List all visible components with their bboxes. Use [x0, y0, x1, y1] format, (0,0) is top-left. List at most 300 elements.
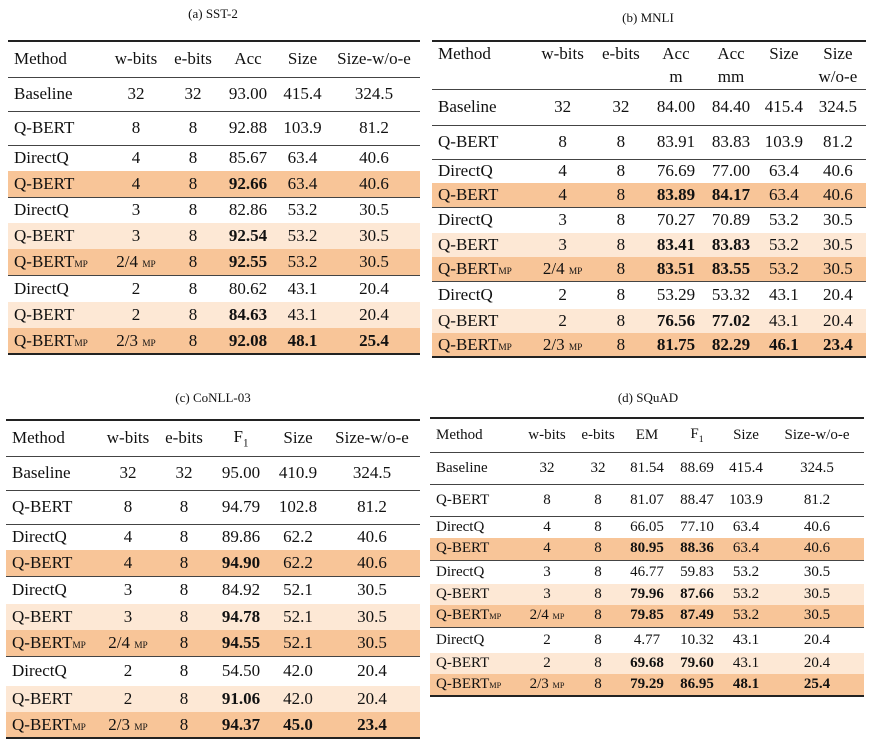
cell: Q-BERT [6, 550, 98, 576]
cell-bold: 82.29 [711, 334, 751, 354]
cell: Q-BERT [438, 258, 499, 278]
cell: 53.29 [656, 285, 696, 305]
cell: 43.1 [732, 631, 760, 648]
cell: 43.1 [758, 309, 810, 333]
cell: 4 [123, 527, 133, 547]
cell: 83.91 [656, 132, 696, 151]
cell-bold: 79.96 [630, 586, 664, 602]
cell: Q-BERT [432, 233, 531, 257]
cell: 8 [167, 302, 219, 328]
cell: 77.00 [711, 161, 751, 181]
cell-bold: 79.29 [630, 676, 664, 692]
header-row-2 [432, 65, 866, 89]
cell: 20.4 [357, 661, 387, 681]
table-row [432, 309, 866, 333]
cell: 8 [131, 118, 141, 137]
cell: 20.4 [810, 309, 866, 333]
table-row [432, 257, 866, 281]
cell: 53.2 [769, 210, 799, 230]
cell: 42.0 [272, 686, 324, 712]
table-row [432, 125, 866, 159]
header-cell: e-bits [602, 43, 640, 63]
cell-bold: 25.4 [359, 330, 389, 350]
cell-bold: 92.08 [228, 330, 268, 350]
cell: 81.2 [823, 132, 853, 151]
cell: 32 [590, 459, 606, 476]
cell: 8 [167, 249, 219, 275]
cell: 8 [158, 550, 210, 576]
caption-squad: (d) SQuAD [617, 390, 679, 405]
header-cell: Acc [662, 43, 690, 63]
cell: 8 [158, 686, 210, 712]
cell: DirectQ [14, 278, 69, 298]
mp-suffix: MP [74, 259, 88, 270]
cell: Q-BERT [430, 584, 520, 605]
cell: 88.69 [680, 459, 714, 476]
cell: 32 [539, 459, 555, 476]
cell: Baseline [14, 84, 73, 103]
cell: 8 [188, 200, 198, 220]
header-cell: w/o-e [818, 66, 858, 86]
cell: 94.79 [221, 497, 261, 516]
cell: 40.6 [810, 183, 866, 207]
cell-bold: 94.90 [221, 552, 261, 572]
cell: 53.2 [758, 233, 810, 257]
cell: 2/4 [108, 632, 130, 652]
header-row [6, 420, 420, 456]
mp-suffix: MP [568, 342, 583, 353]
header-cell: Size [823, 43, 853, 63]
header-cell: F [233, 427, 243, 447]
cell-bold: 94.78 [221, 607, 261, 626]
cell: 8 [616, 161, 626, 181]
cell: 8 [574, 538, 622, 560]
cell: 80.62 [228, 278, 268, 298]
cell: 53.2 [277, 223, 328, 249]
header-cell: Method [436, 426, 483, 443]
cell: 2/3 [116, 330, 138, 350]
cell-bold: 83.55 [711, 258, 751, 278]
cell: 3 [131, 200, 141, 220]
cell: 84.92 [221, 580, 261, 600]
table-row [6, 686, 420, 712]
cell: 20.4 [328, 302, 420, 328]
cell: Q-BERT [8, 171, 105, 197]
cell-bold: 83.89 [656, 184, 696, 204]
table-row [6, 712, 420, 738]
table-row [430, 674, 864, 696]
cell: 8 [188, 278, 198, 298]
cell: Q-BERT [6, 686, 98, 712]
table-row [430, 605, 864, 627]
cell: 3 [98, 604, 158, 630]
cell-bold: 83.51 [656, 258, 696, 278]
table-row [432, 159, 866, 183]
cell: 3 [543, 563, 551, 580]
mp-suffix: MP [568, 266, 583, 277]
cell: 2/4 [542, 258, 565, 278]
header-cell: w-bits [106, 428, 150, 448]
cell: 63.4 [287, 148, 318, 168]
cell: Baseline [12, 463, 71, 482]
cell: 53.2 [758, 257, 810, 281]
cell: 8 [543, 491, 551, 508]
cell-bold: 84.17 [711, 184, 751, 204]
cell-bold: 48.1 [732, 676, 760, 692]
cell: 52.1 [283, 580, 313, 600]
cell: Q-BERT [14, 118, 75, 137]
mp-suffix: MP [498, 266, 512, 277]
table-row [430, 653, 864, 674]
cell: Q-BERT [432, 309, 531, 333]
cell: 93.00 [228, 84, 268, 103]
cell: 102.8 [278, 497, 318, 516]
cell: 103.9 [283, 118, 322, 137]
cell: 70.27 [656, 210, 696, 230]
cell: 52.1 [272, 630, 324, 656]
cell-bold: 69.68 [630, 655, 664, 671]
cell: 30.5 [810, 233, 866, 257]
cell: Q-BERT [14, 251, 75, 271]
cell: 40.6 [357, 527, 387, 547]
cell: 59.83 [680, 563, 714, 580]
table-row [6, 456, 420, 490]
cell-bold: 84.63 [228, 305, 268, 324]
cell: 20.4 [770, 653, 864, 674]
cell: 4 [531, 183, 594, 207]
header-cell: Size [283, 428, 313, 448]
cell: 20.4 [803, 631, 831, 648]
cell: 8 [594, 257, 648, 281]
cell: 8 [594, 333, 648, 357]
cell: 63.4 [758, 183, 810, 207]
table-row [8, 302, 420, 328]
cell: 43.1 [277, 302, 328, 328]
header-row [430, 418, 864, 452]
header-cell: w-bits [541, 43, 584, 63]
cell: 89.86 [221, 527, 261, 547]
cell: 42.0 [283, 661, 313, 681]
cell: DirectQ [12, 580, 67, 600]
cell: 4 [131, 148, 141, 168]
cell: 43.1 [769, 285, 799, 305]
header-cell: Acc [234, 49, 262, 69]
cell: 8 [188, 148, 198, 168]
cell-bold: 86.95 [680, 676, 714, 692]
table-row [6, 490, 420, 524]
cell: Baseline [436, 459, 488, 476]
cell: 53.2 [277, 249, 328, 275]
cell: Q-BERT [430, 653, 520, 674]
cell: 8 [158, 630, 210, 656]
cell-bold: 23.4 [823, 334, 853, 354]
cell: 8 [616, 210, 626, 230]
table-row [8, 249, 420, 275]
header-cell: Size-w/o-e [784, 426, 850, 443]
cell: 8 [574, 674, 622, 696]
table-row [430, 560, 864, 584]
cell-bold: 83.83 [711, 235, 751, 254]
cell: 324.5 [354, 84, 394, 103]
cell: Q-BERT [436, 676, 490, 692]
cell: 2/4 [529, 607, 549, 624]
cell: 4 [543, 518, 551, 535]
cell: 2 [520, 653, 574, 674]
cell: Q-BERT [438, 132, 499, 151]
cell: 83.83 [711, 132, 751, 151]
cell: Q-BERT [12, 714, 73, 734]
mp-suffix: MP [552, 681, 565, 690]
f1-subscript: 1 [698, 433, 704, 445]
cell-bold: 79.60 [680, 655, 714, 671]
header-cell: Size [287, 49, 318, 69]
cell: 8 [167, 328, 219, 354]
cell: 62.2 [272, 550, 324, 576]
cell: 76.69 [656, 161, 696, 181]
cell-bold: 45.0 [283, 714, 313, 734]
cell: Q-BERT [432, 183, 531, 207]
cell: 63.4 [722, 538, 770, 560]
cell: 62.2 [283, 527, 313, 547]
cell: Q-BERT [436, 607, 490, 624]
header-cell: Size-w/o-e [335, 428, 409, 448]
cell-bold: 77.02 [711, 311, 751, 330]
table-mnli [432, 40, 866, 358]
f1-subscript: 1 [242, 437, 249, 450]
cell-bold: 94.55 [221, 632, 261, 652]
cell: 415.4 [729, 459, 763, 476]
cell-bold: 46.1 [769, 334, 799, 354]
cell: 8 [179, 527, 189, 547]
mp-suffix: MP [489, 612, 502, 622]
cell: 8 [158, 604, 210, 630]
cell: 2 [123, 661, 133, 681]
table-row [432, 233, 866, 257]
cell: DirectQ [14, 148, 69, 168]
cell: DirectQ [438, 210, 493, 230]
cell: 410.9 [278, 463, 318, 482]
table-row [8, 145, 420, 171]
cell: 8 [594, 563, 602, 580]
cell: 81.2 [359, 118, 389, 137]
cell: 2/3 [542, 334, 565, 354]
cell: 81.54 [630, 459, 664, 476]
cell-bold: 87.66 [680, 586, 714, 602]
cell-bold: 94.37 [221, 714, 261, 734]
cell: 85.67 [228, 148, 268, 168]
header-cell: Size [769, 43, 799, 63]
cell: 324.5 [818, 97, 858, 116]
cell: 2 [98, 686, 158, 712]
cell: DirectQ [436, 631, 485, 648]
cell: 8 [594, 233, 648, 257]
cell-bold: 91.06 [221, 689, 261, 708]
table-row [6, 576, 420, 604]
cell: 53.32 [711, 285, 751, 305]
cell: 32 [184, 84, 202, 103]
cell: DirectQ [438, 285, 493, 305]
cell-bold: 81.75 [656, 334, 696, 354]
cell: 30.5 [803, 563, 831, 580]
header-cell: w-bits [114, 49, 158, 69]
cell: 3 [520, 584, 574, 605]
cell: 81.2 [803, 491, 831, 508]
header-cell: EM [635, 426, 659, 443]
cell: 63.4 [732, 518, 760, 535]
header-cell: F [690, 425, 699, 442]
cell: 77.10 [680, 518, 714, 535]
cell: 8 [179, 661, 189, 681]
cell: 32 [119, 463, 137, 482]
mp-suffix: MP [142, 259, 156, 270]
header-cell: w-bits [528, 426, 566, 443]
cell: DirectQ [14, 200, 69, 220]
cell: DirectQ [438, 161, 493, 181]
cell: 30.5 [359, 200, 389, 220]
caption-mnli: (b) MNLI [622, 10, 674, 25]
cell: 8 [594, 183, 648, 207]
cell: 43.1 [287, 278, 318, 298]
header-cell: Method [438, 43, 491, 63]
cell: 53.2 [722, 605, 770, 627]
header-cell: m [669, 66, 683, 86]
cell: 8 [574, 605, 622, 627]
cell-bold: 25.4 [803, 676, 831, 692]
cell: 30.5 [324, 630, 420, 656]
cell: Q-BERT [430, 538, 520, 560]
table-row [6, 656, 420, 686]
table-row [8, 111, 420, 145]
cell: 4.77 [633, 631, 661, 648]
cell: 2 [531, 309, 594, 333]
cell: DirectQ [436, 518, 485, 535]
cell: 63.4 [769, 161, 799, 181]
cell: DirectQ [12, 661, 67, 681]
cell: 2/3 [529, 676, 549, 692]
cell: 8 [616, 285, 626, 305]
cell: Q-BERT [6, 604, 98, 630]
cell: DirectQ [436, 563, 485, 580]
cell: 84.40 [711, 97, 751, 116]
cell: 2 [558, 285, 567, 305]
table-row [432, 207, 866, 233]
header-cell: Size-w/o-e [337, 49, 411, 69]
header-cell: e-bits [174, 49, 212, 69]
cell: 324.5 [352, 463, 392, 482]
cell: 46.77 [630, 563, 664, 580]
cell: 8 [594, 631, 602, 648]
cell: 92.88 [228, 118, 268, 137]
cell: 52.1 [272, 604, 324, 630]
cell: Q-BERT [14, 330, 75, 350]
cell: 8 [616, 132, 626, 151]
header-row [8, 41, 420, 77]
cell: 4 [558, 161, 567, 181]
table-row [430, 484, 864, 516]
cell-bold: 87.49 [680, 607, 714, 624]
table-row [8, 275, 420, 302]
table-row [8, 328, 420, 354]
cell: 2 [543, 631, 551, 648]
cell: 8 [188, 118, 198, 137]
mp-suffix: MP [498, 342, 512, 353]
cell: 3 [123, 580, 133, 600]
cell: 8 [167, 223, 219, 249]
cell: 103.9 [729, 491, 763, 508]
cell: 32 [175, 463, 193, 482]
table-row [430, 627, 864, 653]
cell: 32 [127, 84, 145, 103]
cell: 30.5 [810, 257, 866, 281]
cell: 40.6 [359, 148, 389, 168]
cell: 63.4 [277, 171, 328, 197]
cell: 103.9 [764, 132, 804, 151]
cell: 81.07 [630, 491, 664, 508]
cell: 40.6 [770, 538, 864, 560]
cell: 40.6 [803, 518, 831, 535]
cell: 30.5 [328, 223, 420, 249]
cell: 4 [520, 538, 574, 560]
cell: 8 [594, 491, 602, 508]
cell: Q-BERT [438, 334, 499, 354]
cell: 53.2 [732, 563, 760, 580]
cell-bold: 79.85 [630, 607, 664, 624]
table-row [8, 197, 420, 223]
cell: 2 [105, 302, 167, 328]
header-cell: Size [733, 426, 759, 443]
cell: 40.6 [324, 550, 420, 576]
cell: 2/3 [108, 714, 130, 734]
cell: 2/4 [116, 251, 138, 271]
mp-suffix: MP [134, 640, 148, 651]
cell: 8 [167, 171, 219, 197]
cell: 40.6 [823, 161, 853, 181]
cell: 88.47 [680, 491, 714, 508]
cell-bold: 80.95 [630, 540, 664, 557]
cell: Q-BERT [436, 491, 490, 508]
cell: 3 [105, 223, 167, 249]
caption-conll: (c) CoNLL-03 [175, 390, 251, 405]
header-cell: mm [717, 66, 745, 86]
cell: 30.5 [357, 580, 387, 600]
table-row [8, 223, 420, 249]
cell-bold: 92.54 [228, 226, 268, 245]
table-row [8, 171, 420, 197]
cell: Q-BERT [12, 632, 73, 652]
cell: Baseline [438, 97, 497, 116]
table-row [6, 550, 420, 576]
cell: 8 [179, 580, 189, 600]
mp-suffix: MP [72, 640, 86, 651]
header-row [432, 41, 866, 65]
cell: 32 [554, 97, 572, 116]
cell: Q-BERT [12, 497, 73, 516]
table-row [432, 333, 866, 357]
mp-suffix: MP [72, 722, 86, 733]
cell: 415.4 [764, 97, 804, 116]
cell-bold: 88.36 [680, 540, 714, 557]
cell: 3 [531, 233, 594, 257]
cell: 40.6 [328, 171, 420, 197]
cell: 82.86 [228, 200, 268, 220]
caption-sst2: (a) SST-2 [188, 6, 238, 21]
cell: 415.4 [283, 84, 322, 103]
header-cell: e-bits [165, 428, 203, 448]
cell: 43.1 [722, 653, 770, 674]
cell: 8 [594, 309, 648, 333]
cell: 8 [574, 653, 622, 674]
cell: 20.4 [359, 278, 389, 298]
